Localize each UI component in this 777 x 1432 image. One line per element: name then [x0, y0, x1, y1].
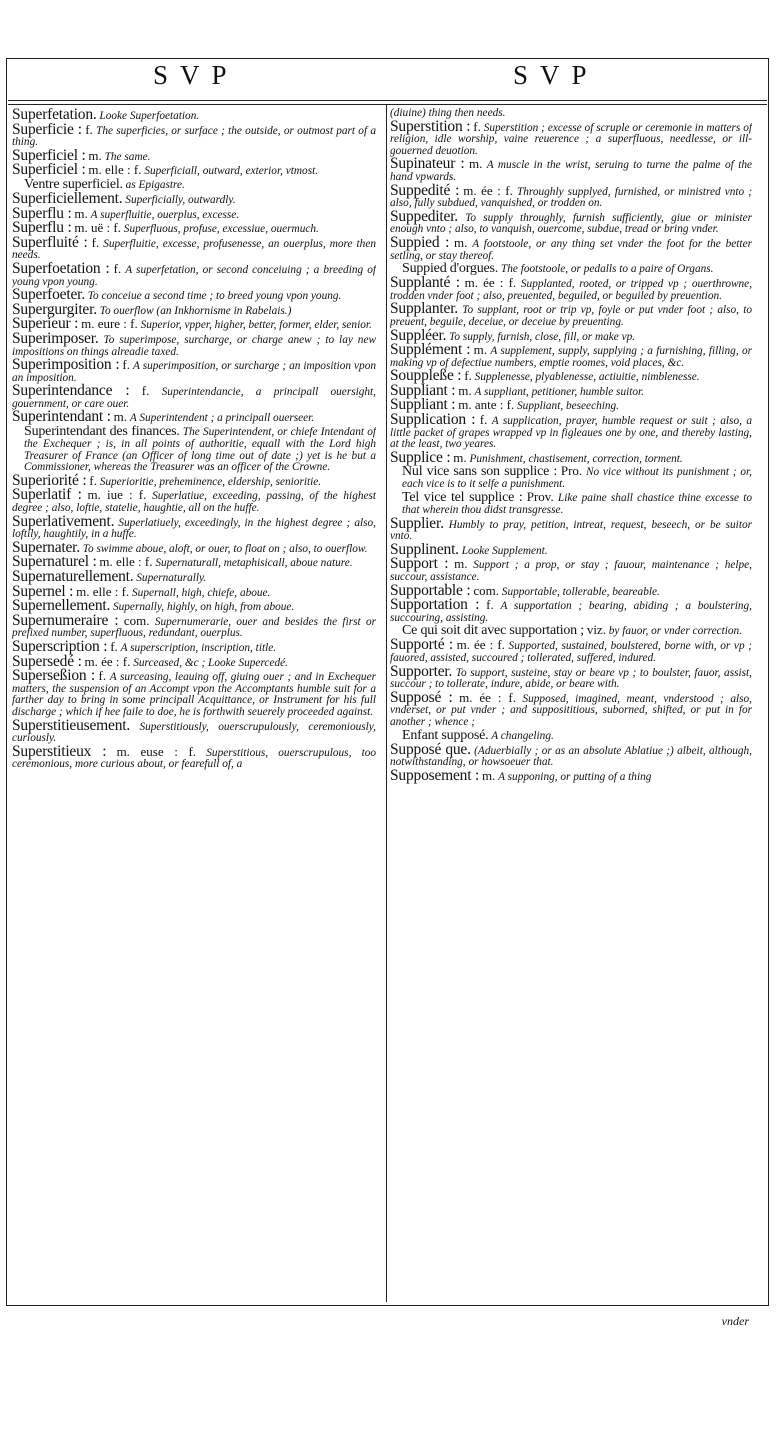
- entry-definition: Superficially, outwardly.: [125, 193, 236, 206]
- dictionary-entry: [12, 611, 376, 640]
- entry-definition: Supernall, high, chiefe, aboue.: [132, 586, 271, 599]
- entry-headword: Supplément :: [390, 341, 471, 359]
- entry-headword: Supposé :: [390, 688, 453, 706]
- entry-definition: The same.: [104, 150, 151, 163]
- entry-definition: A supportation ; bearing, abiding ; a boulstering, succouring, assisting.: [390, 600, 752, 624]
- entry-headword: Supplanté :: [390, 274, 460, 292]
- entry-definition: A muscle in the wrist, seruing to turne the palme of the hand vpwards.: [390, 159, 752, 183]
- dictionary-entry: [390, 688, 752, 729]
- dictionary-entry: [390, 207, 752, 236]
- entry-definition: No vice without its punishment ; or, each vice is to it selfe a punishment.: [402, 466, 752, 491]
- dictionary-entry: [390, 557, 752, 583]
- dictionary-entry: [390, 598, 752, 624]
- entry-definition: Supernaturall, metaphisicall, aboue nature.: [155, 557, 353, 570]
- entry-definition: Throughly supplyed, furnished, or ministred vnto ; also, fully subdued, vanquished, or trodden on.: [390, 185, 752, 210]
- entry-definition: To supply, furnish, close, fill, or make vp.: [449, 330, 636, 343]
- entry-grammar: f.: [479, 412, 488, 428]
- entry-headword: Suppedité :: [390, 181, 460, 199]
- entry-definition: Superioritie, preheminence, eldership, senioritie.: [99, 475, 322, 488]
- entry-definition: Superstition ; excesse of scruple or ceremonie in matters of religion, idle worship, vaine reuerence ; a superfluous, needlesse, or ill-gouerned deuotion.: [390, 121, 752, 157]
- entry-definition: as Epigastre.: [125, 178, 185, 191]
- entry-definition: Superior, vpper, higher, better, former, elder, senior.: [140, 319, 372, 332]
- dictionary-entry: [390, 413, 752, 451]
- entry-grammar: m.: [481, 767, 496, 783]
- dictionary-entry: [12, 329, 376, 358]
- entry-definition: Superficiall, outward, exterior, vtmost.: [144, 165, 319, 178]
- entry-headword: Tel vice tel supplice :: [402, 490, 523, 506]
- dictionary-entry: [390, 514, 752, 543]
- entry-definition: Superfluous, profuse, excessiue, ouermuch.: [123, 223, 319, 236]
- entry-grammar: com.: [123, 612, 150, 628]
- entry-grammar: m. ée : f.: [463, 182, 513, 198]
- dictionary-entry: [390, 662, 752, 691]
- entry-definition: A supplement, supply, supplying ; a furnishing, filling, or making vp of defectiue numbers, emptie roomes, void places, &c.: [390, 345, 752, 369]
- dictionary-entry: [390, 766, 752, 784]
- entry-headword: Superflu :: [12, 204, 72, 222]
- entry-headword: Superscription :: [12, 637, 108, 655]
- entry-grammar: m. elle : f.: [76, 583, 130, 599]
- dictionary-entry: [12, 384, 376, 410]
- entry-headword: Supposement :: [390, 766, 480, 784]
- entry-definition: To swimme aboue, aloft, or ouer, to float on ; also, to ouerflow.: [82, 542, 368, 555]
- entry-grammar: f.: [91, 234, 100, 250]
- entry-definition: Punishment, chastisement, correction, torment.: [469, 452, 683, 465]
- entry-definition: Support ; a prop, or stay ; fauour, maintenance ; helpe, succour, assistance.: [390, 559, 752, 583]
- entry-definition: To supplant, root or trip vp, foyle or put vnder foot ; also, to preuent, beguile, deceiue, or deceiue by preuenting.: [390, 304, 752, 328]
- entry-headword: Superficiellement.: [12, 189, 123, 207]
- entry-grammar: f.: [464, 368, 472, 384]
- entry-headword: Ventre superficiel.: [24, 176, 123, 192]
- entry-grammar: m.: [473, 342, 488, 358]
- entry-grammar: m.: [468, 156, 483, 172]
- entry-grammar: m. ée : f.: [456, 637, 505, 653]
- dictionary-entry: [12, 163, 376, 178]
- entry-definition: To supply throughly, furnish sufficiently, giue or minister enough vnto ; also, to vanquish, ouercome, subdue, tread or bring vnder.: [390, 211, 752, 236]
- entry-headword: Nul vice sans son supplice :: [402, 464, 558, 480]
- entry-headword: Suppliant :: [390, 381, 456, 399]
- entry-headword: Ce qui soit dit avec supportation ;: [402, 623, 584, 639]
- entry-headword: Supplier.: [390, 514, 444, 532]
- entry-headword: Superlativement.: [12, 512, 115, 530]
- entry-grammar: m.: [454, 556, 468, 572]
- entry-headword: Suppléer.: [390, 326, 447, 344]
- dictionary-entry: [390, 302, 752, 328]
- dictionary-entry: [390, 740, 752, 769]
- entry-definition: A suppliant, petitioner, humble suitor.: [474, 385, 645, 398]
- entry-headword: Supergurgiter.: [12, 300, 97, 318]
- entry-headword: Superimposer.: [12, 329, 99, 347]
- dictionary-entry: [12, 233, 376, 262]
- entry-definition: To superimpose, surcharge, or charge anew ; to lay new impositions on things alreadie taxed.: [12, 333, 376, 358]
- entry-definition: Surceased, &c ; Looke Supercedé.: [133, 656, 288, 669]
- entry-grammar: f.: [98, 668, 107, 684]
- entry-grammar: m.: [74, 205, 88, 221]
- entry-headword: Superlatif :: [12, 486, 82, 504]
- dictionary-entry: [390, 117, 752, 158]
- entry-headword: Suppediter.: [390, 207, 458, 225]
- catchword: vnder: [721, 1314, 749, 1328]
- entry-grammar: f.: [473, 118, 481, 134]
- entry-headword: Supernellement.: [12, 597, 111, 615]
- entry-definition: The Superintendent, or chiefe Intendant of the Exchequer ; is, in all points of authoritie, equall with the Lord high Treasurer of France (an Officer of long time out of date ;) yet is he but a Commissioner, whereas the Treasurer was an officer of the Crowne.: [24, 426, 376, 474]
- entry-grammar: Pro.: [560, 463, 583, 479]
- entry-definition: Looke Superfoetation.: [99, 110, 200, 122]
- entry-headword: Supportation :: [390, 596, 480, 614]
- entry-grammar: viz.: [586, 622, 606, 638]
- entry-headword: Superfluité :: [12, 233, 88, 251]
- header-rule: [8, 100, 767, 101]
- entry-definition: A superfetation, or second conceiuing ; a breeding of young vpon young.: [12, 263, 376, 288]
- dictionary-entry: [12, 358, 376, 384]
- entry-definition: Humbly to pray, petition, intreat, request, beseech, or be suitor vnto.: [390, 518, 752, 543]
- entry-grammar: m.: [113, 409, 128, 425]
- dictionary-entry: [12, 410, 376, 425]
- entry-definition: Supplenesse, plyablenesse, actiuitie, nimblenesse.: [474, 371, 700, 384]
- header-rule: [8, 104, 767, 105]
- entry-definition: A superfluitie, ouerplus, excesse.: [90, 208, 240, 221]
- entry-headword: Supernaturel :: [12, 553, 97, 571]
- entry-definition: Looke Supplement.: [461, 544, 548, 557]
- dictionary-entry: [12, 259, 376, 288]
- entry-headword: Souppleße :: [390, 367, 462, 385]
- entry-definition: Superlatiuely, exceedingly, in the highest degree ; also, loftily, haughtily, in a huffe.: [12, 516, 376, 541]
- entry-grammar: m. euse : f.: [116, 743, 197, 759]
- entry-definition: To support, susteine, stay or beare vp ; to boulster, fauor, assist, succour ; to tollerate, indure, abide, or beare with.: [390, 666, 752, 691]
- entry-headword: Supernumeraire :: [12, 611, 119, 629]
- entry-headword: Supplication :: [390, 411, 476, 429]
- entry-definition: A supponing, or putting of a thing: [498, 770, 652, 783]
- entry-grammar: m. ée : f.: [84, 653, 131, 669]
- entry-headword: Superstitieusement.: [12, 716, 131, 734]
- entry-headword: Enfant supposé.: [402, 727, 489, 743]
- dictionary-entry: [12, 742, 376, 771]
- entry-headword: Superficie :: [12, 120, 82, 138]
- entry-headword: Suppliant :: [390, 396, 456, 414]
- entry-headword: Superintendant :: [12, 408, 111, 426]
- dictionary-entry: [12, 488, 376, 514]
- entry-definition: A footstoole, or any thing set vnder the foot for the better setling, or stay thereof.: [390, 237, 752, 262]
- dictionary-entry: [390, 233, 752, 262]
- entry-definition: Supported, sustained, boulstered, borne with, or vp ; fauored, assisted, succoured ; tollerated, suffered, indured.: [390, 640, 752, 664]
- dictionary-entry: [12, 716, 376, 745]
- entry-headword: Superseßion :: [12, 667, 95, 685]
- entry-definition: Supernally, highly, on high, from aboue.: [112, 601, 295, 614]
- entry-definition: The superficies, or surface ; the outside, or outmost part of a thing.: [12, 124, 376, 149]
- entry-definition: A superscription, inscription, title.: [120, 641, 277, 654]
- entry-grammar: m. elle : f.: [99, 554, 153, 570]
- entry-headword: Supposé que.: [390, 740, 471, 758]
- entry-grammar: m.: [453, 449, 467, 465]
- entry-headword: Superficiel :: [12, 161, 86, 179]
- entry-definition: Superfluitie, excesse, profusenesse, an ouerplus, more then needs.: [12, 237, 376, 262]
- entry-definition: Supposed, imagined, meant, vnderstood ; also, vnderset, or put vnder ; and supposititious, suborned, shifted, or put in for another ; whence ;: [390, 692, 752, 728]
- running-head-right: SVP: [513, 60, 599, 90]
- entry-definition: Superlatiue, exceeding, passing, of the highest degree ; also, loftie, statelie, haughtie, all on the huffe.: [12, 490, 376, 515]
- entry-grammar: m. ée : f.: [464, 275, 517, 291]
- entry-definition: Supplanted, rooted, or tripped vp ; ouerthrowne, trodden vnder foot ; also, preuented, beguiled, or beguiled by preuention.: [390, 278, 752, 302]
- entry-definition: Like paine shall chastice thine excesse to that wherein thou didst transgresse.: [402, 492, 752, 517]
- dictionary-entry: [12, 512, 376, 541]
- entry-grammar: f.: [110, 638, 118, 654]
- dictionary-entry: [390, 276, 752, 302]
- entry-headword: Suppied :: [390, 233, 450, 251]
- left-column: [12, 108, 376, 1300]
- entry-grammar: Prov.: [526, 489, 554, 505]
- dictionary-entry: [390, 638, 752, 664]
- entry-grammar: f.: [113, 260, 122, 276]
- entry-headword: Supernater.: [12, 538, 80, 556]
- entry-grammar: f.: [486, 597, 494, 613]
- entry-grammar: m.: [88, 147, 102, 163]
- entry-grammar: f.: [85, 121, 93, 137]
- right-column: [390, 108, 752, 1300]
- entry-definition: Superintendancie, a principall ouersight, gouernment, or care ouer.: [12, 386, 376, 410]
- entry-grammar: m. iue : f.: [87, 487, 147, 503]
- entry-headword: Support :: [390, 555, 449, 573]
- entry-headword: Supporter.: [390, 662, 453, 680]
- entry-definition: Supernaturally.: [136, 572, 207, 584]
- dictionary-entry: [390, 157, 752, 183]
- entry-grammar: f.: [122, 357, 131, 373]
- entry-headword: Supportable :: [390, 581, 471, 599]
- entry-grammar: com.: [473, 582, 499, 598]
- dictionary-entry: [390, 343, 752, 369]
- entry-definition: Supportable, tollerable, beareable.: [501, 585, 660, 598]
- entry-headword: Superintendant des finances.: [24, 424, 180, 440]
- entry-grammar: f.: [89, 472, 97, 488]
- entry-headword: Supernaturellement.: [12, 568, 134, 585]
- entry-headword: Suppied d'orgues.: [402, 261, 499, 277]
- entry-definition: Superstitious, ouerscrupulous, too ceremonious, more curious about, or fearefull of, a: [12, 746, 376, 771]
- entry-definition: A changeling.: [491, 729, 554, 742]
- entry-definition: A superimposition, or surcharge ; an imposition vpon an imposition.: [12, 360, 376, 384]
- entry-headword: Supplice :: [390, 448, 451, 466]
- entry-definition: To conceiue a second time ; to breed young vpon young.: [87, 290, 342, 303]
- entry-headword: Superfoeter.: [12, 286, 85, 304]
- entry-headword: Superflu :: [12, 219, 72, 237]
- dictionary-entry: [12, 425, 376, 474]
- dictionary-entry: [390, 465, 752, 491]
- dictionary-entry: [390, 181, 752, 210]
- entry-headword: Supinateur :: [390, 155, 465, 173]
- column-divider: [386, 104, 387, 1302]
- entry-grammar: m. elle : f.: [88, 162, 142, 178]
- entry-definition: Suppliant, beseeching.: [517, 400, 619, 413]
- entry-grammar: m.: [454, 234, 468, 250]
- entry-definition: (Aduerbially ; or as an absolute Ablatiue ;) albeit, although, notwithstanding, or howsoeuer that.: [390, 744, 752, 769]
- entry-headword: Supplanter.: [390, 300, 458, 318]
- entry-headword: Superficiel :: [12, 146, 86, 164]
- entry-definition: To ouerflow (an Inkhornisme in Rabelais.): [99, 304, 292, 317]
- entry-definition: (diuine) thing then needs.: [390, 108, 506, 119]
- entry-headword: Supernel :: [12, 582, 74, 600]
- entry-definition: A surceasing, leauing off, giuing ouer ; and in Exchequer matters, the suspension of an Accompt vpon the Accomptants humble suit for a farther day to bring in some principall Acquittance, or Instrument for his full discharge ; which if hee faile to doe, he is forthwith seuerely proceeded against.: [12, 671, 376, 718]
- entry-grammar: m. eure : f.: [81, 316, 138, 332]
- entry-grammar: f.: [141, 383, 150, 399]
- entry-headword: Superfoetation :: [12, 259, 110, 277]
- entry-headword: Superimposition :: [12, 356, 120, 374]
- entry-definition: A supplication, prayer, humble request or suit ; also, a little packet of grapes wrapped vp in figleaues one by one, and thereby lasting, at the least, two yeares.: [390, 415, 752, 451]
- entry-headword: Supporté :: [390, 636, 453, 654]
- entry-grammar: m. ée : f.: [459, 689, 516, 705]
- dictionary-entry: [12, 669, 376, 718]
- entry-grammar: m. ante : f.: [458, 397, 515, 413]
- running-head-left: SVP: [153, 60, 239, 90]
- entry-definition: The footstoole, or pedalls to a paire of Organs.: [500, 263, 714, 276]
- entry-grammar: m. uë : f.: [74, 220, 121, 236]
- entry-definition: Supernumerarie, ouer and besides the first or prefixed number, superfluous, redundant, ouerplus.: [12, 615, 376, 640]
- entry-headword: Supplinent.: [390, 540, 459, 558]
- entry-headword: Supersedé :: [12, 652, 82, 670]
- entry-headword: Superintendance :: [12, 382, 130, 400]
- dictionary-entry: [390, 491, 752, 517]
- entry-headword: Superstitieux :: [12, 742, 107, 760]
- entry-headword: Superieur :: [12, 315, 79, 333]
- entry-definition: A Superintendent ; a principall ouerseer.: [129, 412, 315, 425]
- entry-headword: Superfetation.: [12, 108, 97, 123]
- entry-definition: by fauor, or vnder correction.: [608, 625, 743, 638]
- entry-grammar: m.: [458, 382, 472, 398]
- entry-definition: Superstitiously, ouerscrupulously, ceremoniously, curiously.: [12, 720, 376, 745]
- dictionary-entry: [12, 120, 376, 149]
- entry-headword: Superiorité :: [12, 471, 87, 489]
- entry-headword: Superstition :: [390, 117, 471, 135]
